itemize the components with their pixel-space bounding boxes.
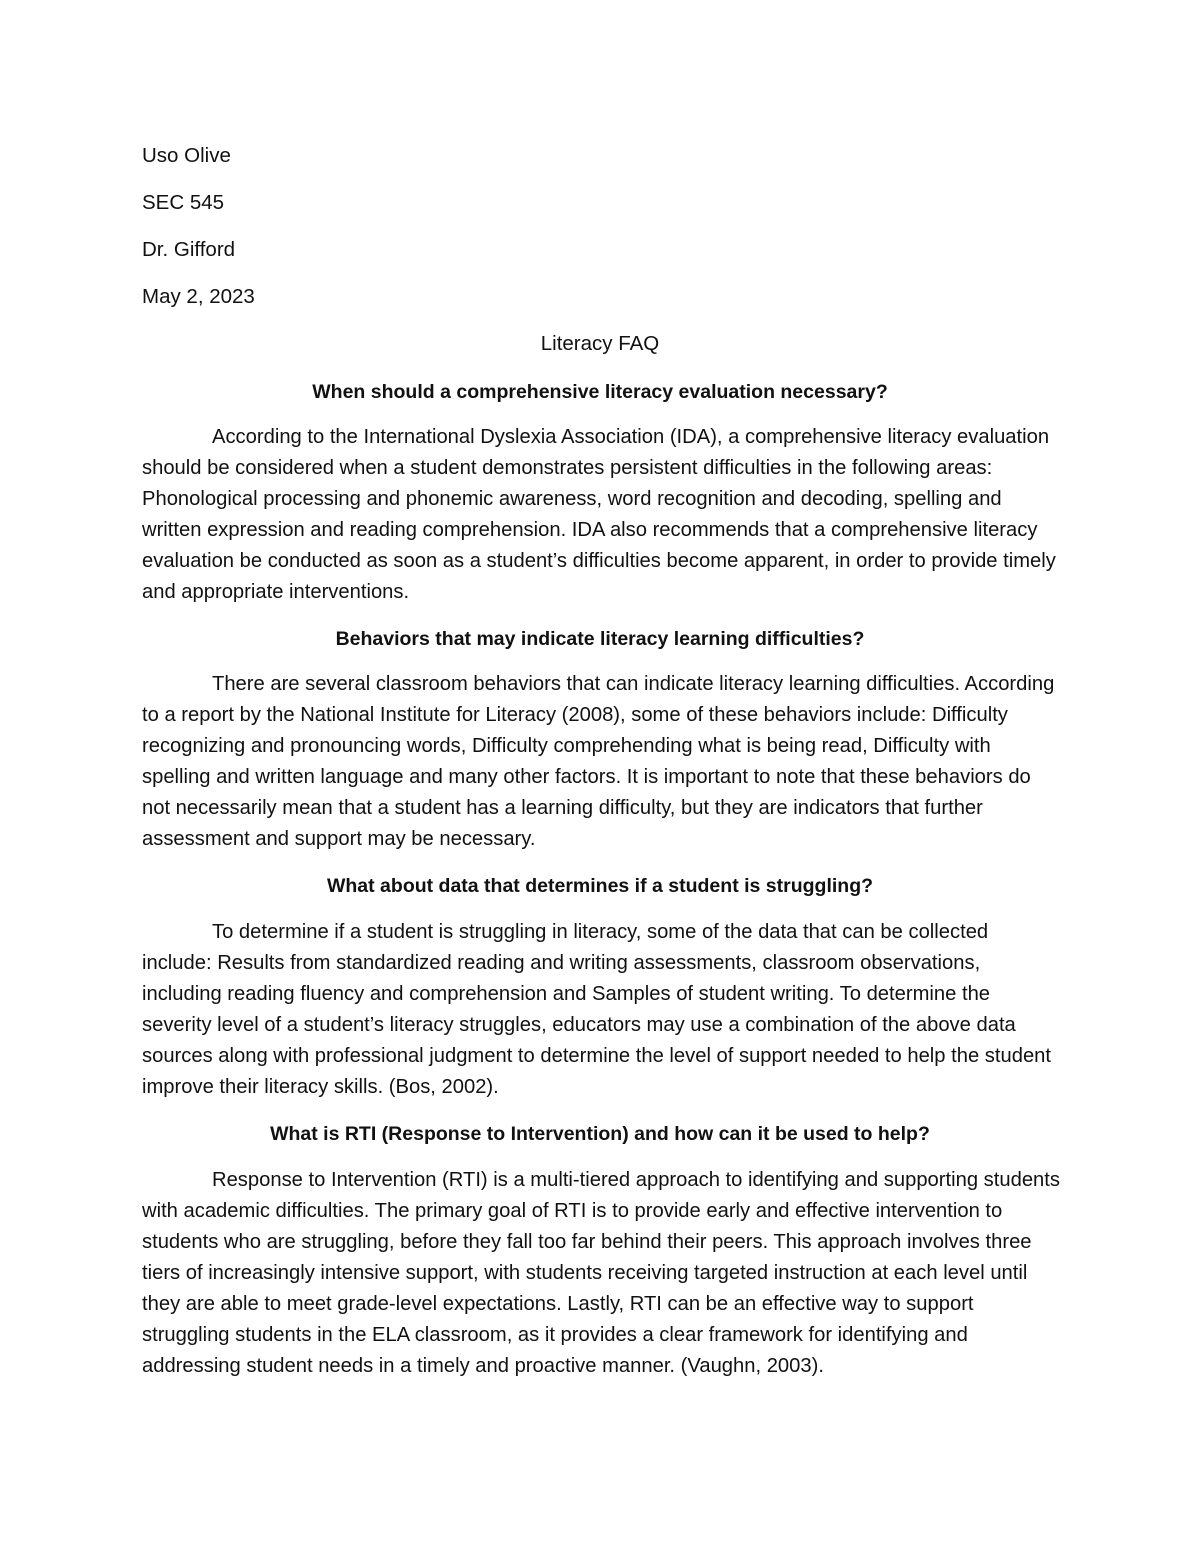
section-body-data: To determine if a student is struggling in literacy, some of the data that can be collected include: Results from standardized reading and writing assessments, classroom observations, including reading fluency and comprehension and Samples of student writing. To determine the severity level of a student’s literacy struggles, educators may use a combination of the above data sources along with professional judgment to determine the level of support needed to help the student improve their literacy skills. (Bos, 2002). [142, 921, 1052, 1098]
section-heading-rti: What is RTI (Response to Intervention) and how can it be used to help? [270, 1123, 930, 1145]
section-body-behaviors: There are several classroom behaviors that can indicate literacy learning difficulties. According to a report by the National Institute for Literacy (2008), some of these behaviors include: Difficulty recognizing and pronouncing words, Difficulty comprehending what is being read, Difficulty with spelling and written language and many other factors. It is important to note that these behaviors do not necessarily mean that a student has a learning difficulty, but they are indicators that further assessment and support may be necessary. [142, 673, 1055, 850]
section-body-evaluation: According to the International Dyslexia Association (IDA), a comprehensive literacy evaluation should be considered when a student demonstrates persistent difficulties in the following areas: Phonological processing and phonemic awareness, word recognition and decoding, spelling and written expression and reading comprehension. IDA also recommends that a comprehensive literacy evaluation be conducted as soon as a student’s difficulties become apparent, in order to provide timely and appropriate interventions. [142, 426, 1056, 603]
page-title: Literacy FAQ [540, 332, 660, 355]
instructor-name: Dr. Gifford [142, 238, 236, 261]
author-name: Uso Olive [142, 144, 231, 167]
section-heading-data: What about data that determines if a student is struggling? [326, 875, 874, 897]
section-heading-behaviors: Behaviors that may indicate literacy learning difficulties? [335, 628, 865, 650]
course-code: SEC 545 [142, 191, 225, 214]
document-date: May 2, 2023 [142, 285, 255, 308]
section-heading-evaluation: When should a comprehensive literacy evaluation necessary? [312, 381, 888, 403]
section-body-rti: Response to Intervention (RTI) is a multi-tiered approach to identifying and supporting students with academic difficulties. The primary goal of RTI is to provide early and effective intervention to students who are struggling, before they fall too far behind their peers. This approach involves three tiers of increasingly intensive support, with students receiving targeted instruction at each level until they are able to meet grade-level expectations. Lastly, RTI can be an effective way to support struggling students in the ELA classroom, as it provides a clear framework for identifying and addressing student needs in a timely and proactive manner. (Vaughn, 2003). [142, 1169, 1060, 1377]
